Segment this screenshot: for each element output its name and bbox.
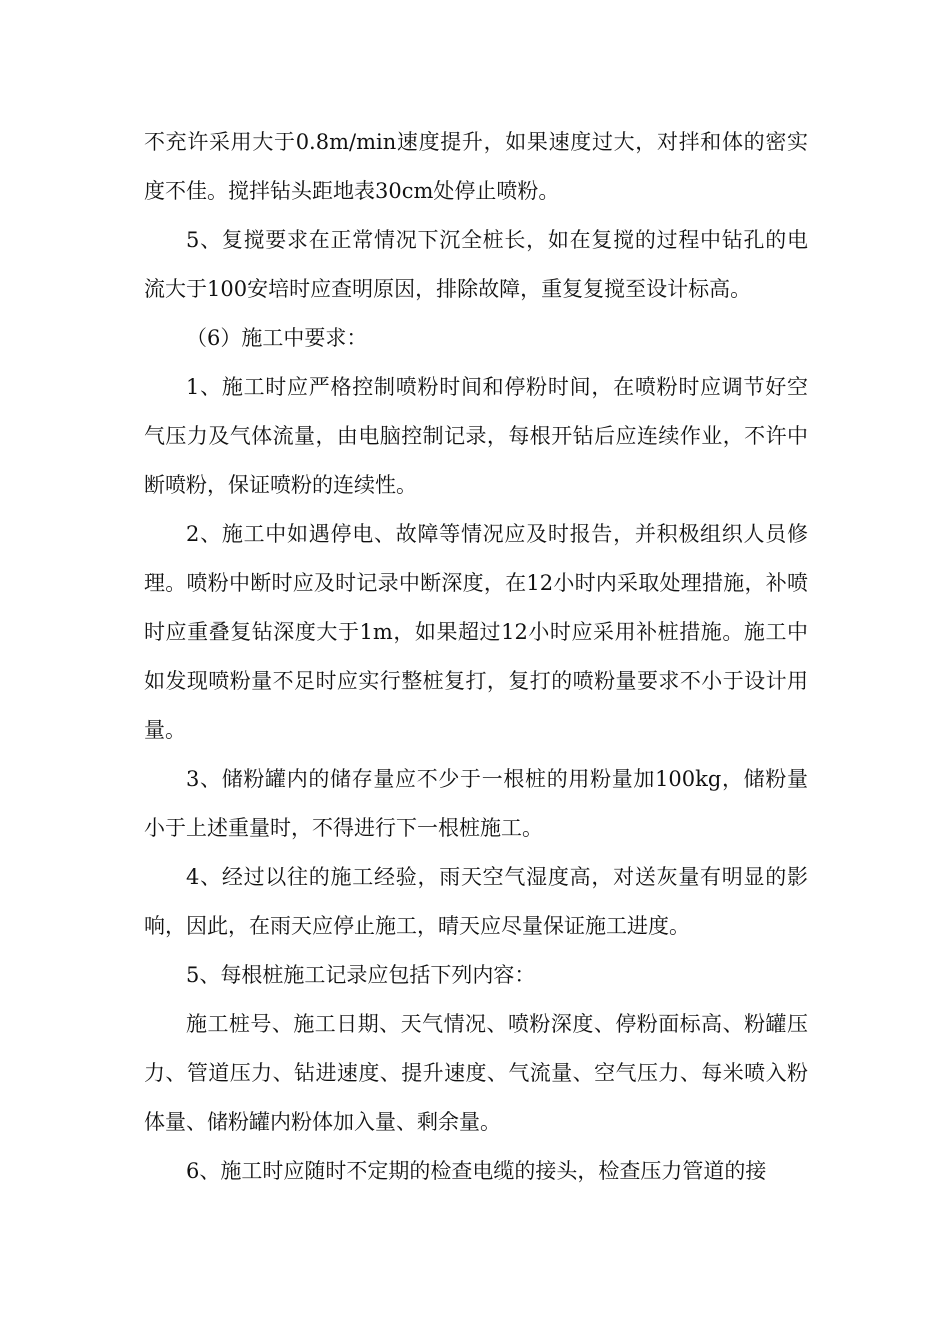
paragraph-requirement-3: 3、储粉罐内的储存量应不少于一根桩的用粉量加100kg，储粉量小于上述重量时，不得进行下一根桩施工。 (144, 767, 808, 840)
paragraph-requirement-5: 5、每根桩施工记录应包括下列内容： (186, 963, 536, 987)
paragraph-record-items: 施工桩号、施工日期、天气情况、喷粉深度、停粉面标高、粉罐压力、管道压力、钻进速度、提升速度、气流量、空气压力、每米喷入粉体量、储粉罐内粉体加入量、剩余量。 (144, 1012, 808, 1134)
document-body (144, 118, 808, 1196)
paragraph-requirement-1: 1、施工时应严格控制喷粉时间和停粉时间，在喷粉时应调节好空气压力及气体流量，由电脑控制记录，每根开钻后应连续作业，不许中断喷粉，保证喷粉的连续性。 (144, 375, 808, 497)
paragraph-requirement-4: 4、经过以往的施工经验，雨天空气湿度高，对送灰量有明显的影响，因此，在雨天应停止施工，晴天应尽量保证施工进度。 (144, 865, 808, 938)
paragraph-re-stirring: 5、复搅要求在正常情况下沉全桩长，如在复搅的过程中钻孔的电流大于100安培时应查明原因，排除故障，重复复搅至设计标高。 (144, 228, 808, 301)
section-heading-construction-requirements: （6）施工中要求： (186, 326, 368, 350)
paragraph-speed-limit: 不充许采用大于0.8m/min速度提升，如果速度过大，对拌和体的密实度不佳。搅拌钻头距地表30cm处停止喷粉。 (144, 130, 808, 203)
paragraph-requirement-2: 2、施工中如遇停电、故障等情况应及时报告，并积极组织人员修理。喷粉中断时应及时记录中断深度，在12小时内采取处理措施，补喷时应重叠复钻深度大于1m，如果超过12小时应采用补桩措施。施工中如发现喷粉量不足时应实行整桩复打，复打的喷粉量要求不小于设计用量。 (144, 522, 808, 742)
paragraph-requirement-6: 6、施工时应随时不定期的检查电缆的接头，检查压力管道的接 (186, 1159, 767, 1183)
